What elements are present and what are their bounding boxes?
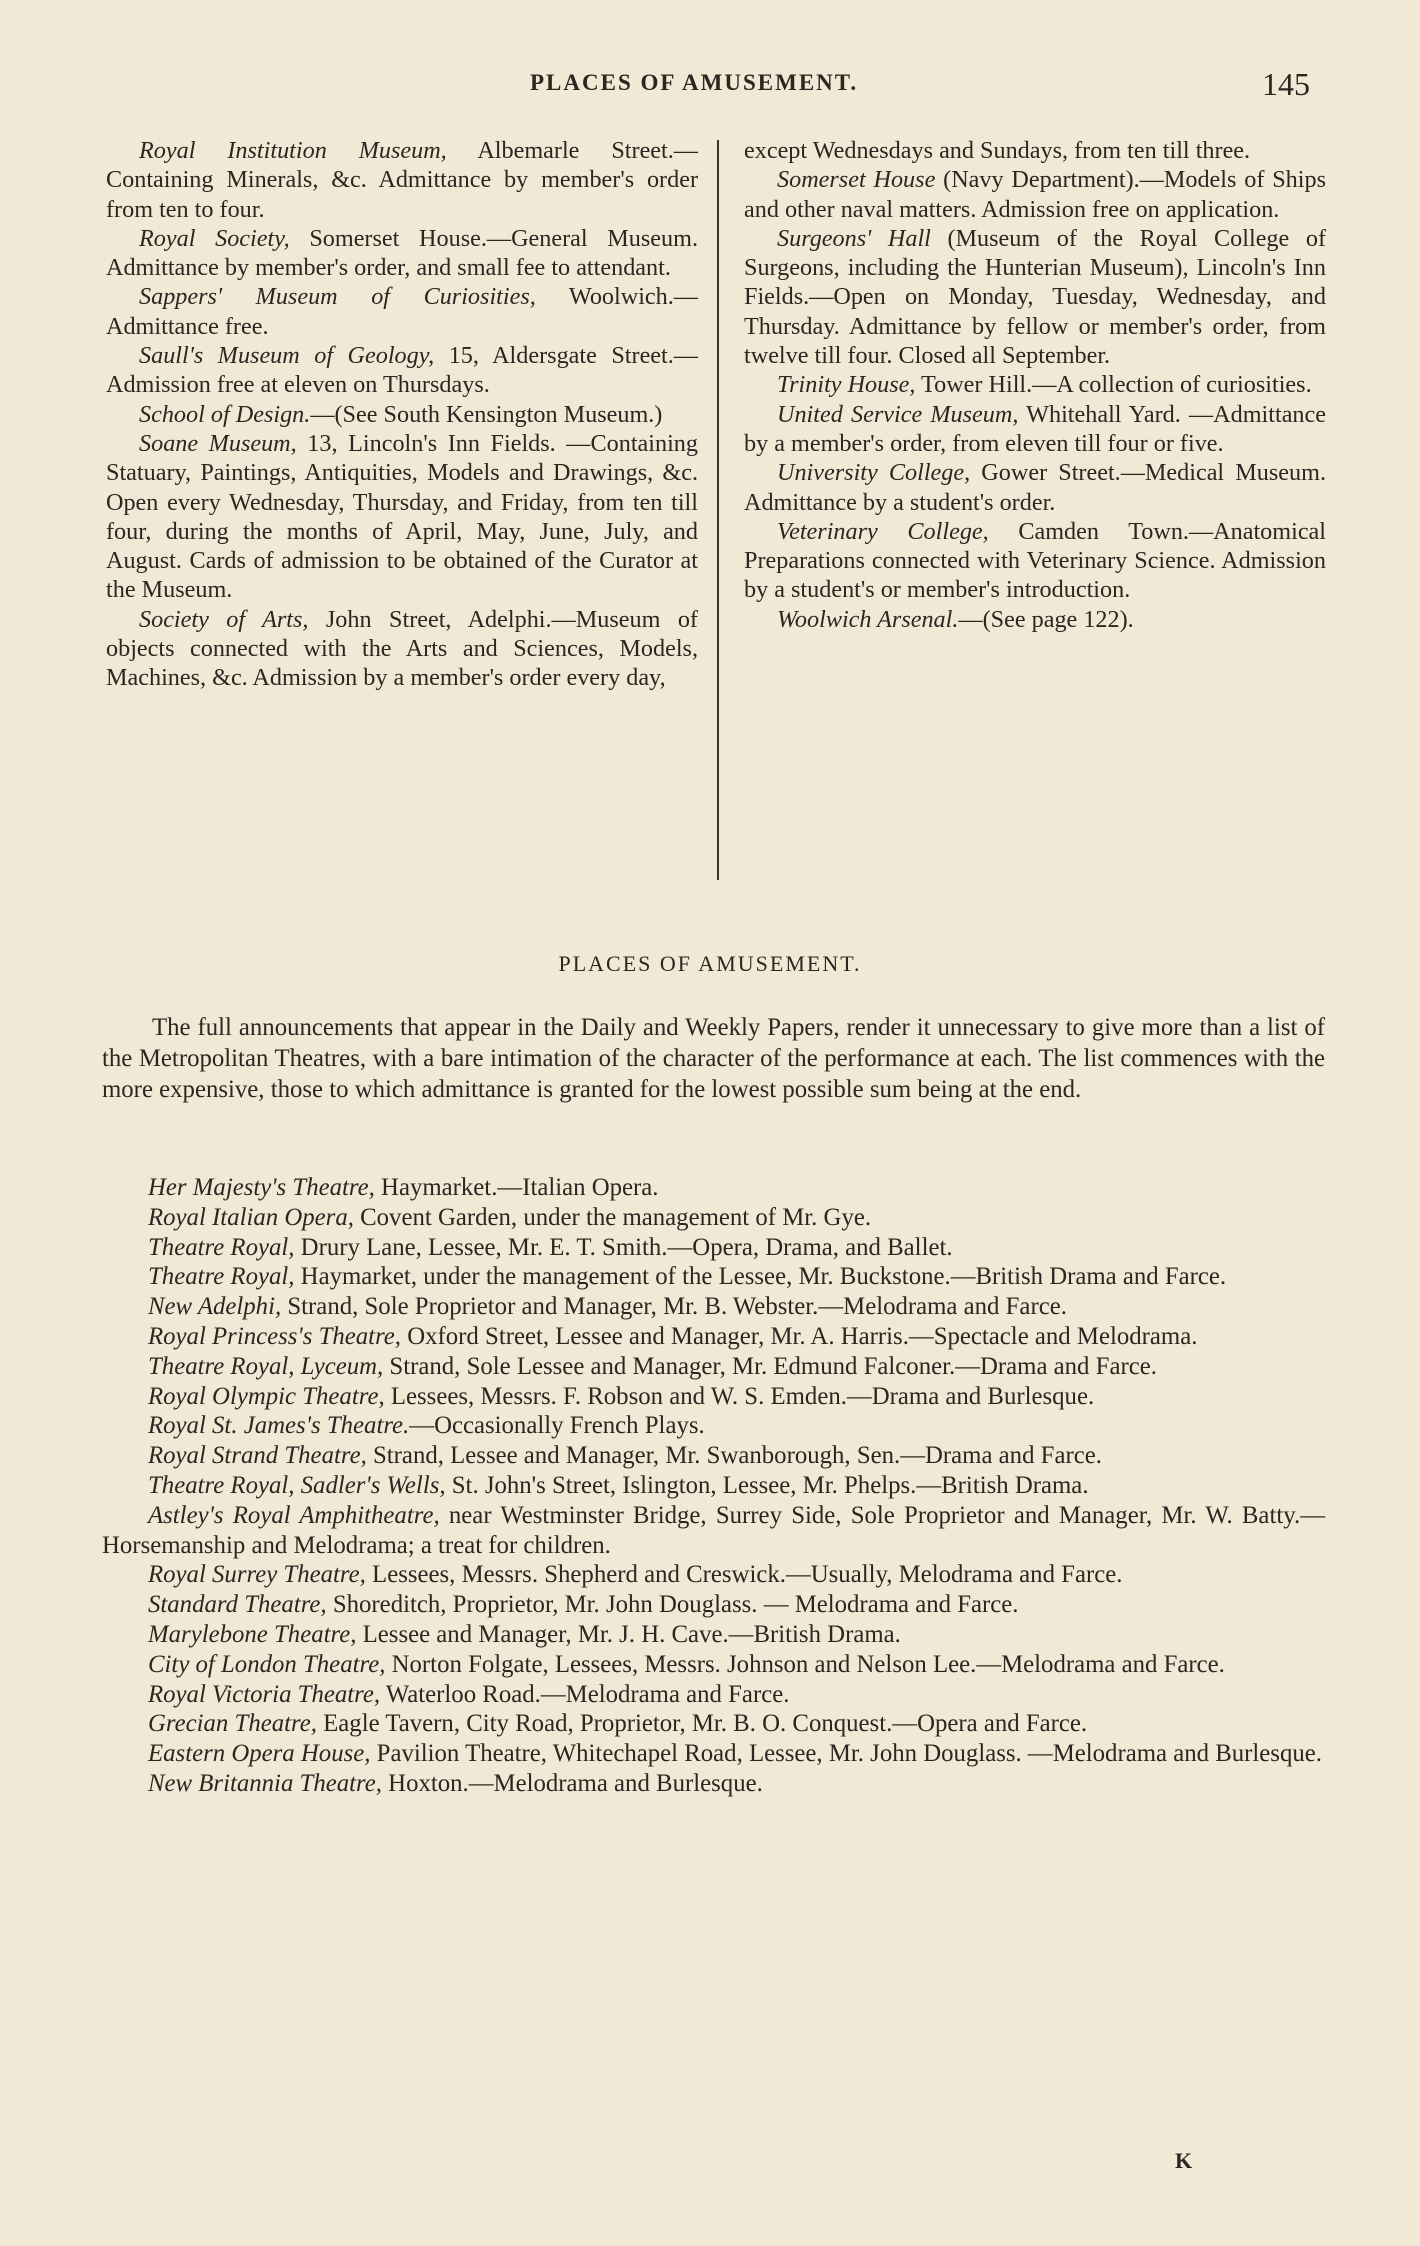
entry-lead: Royal Institution Museum, <box>139 137 447 164</box>
theatre-entry <box>102 1292 1325 1322</box>
entry-woolwich-arsenal <box>744 605 1326 634</box>
column-divider <box>717 140 719 880</box>
theatre-details: St. John's Street, Islington, Lessee, Mr. Phelps.—British Drama. <box>445 1471 1089 1499</box>
theatre-name: Royal Princess's Theatre, <box>148 1322 402 1350</box>
theatre-name: Royal Strand Theatre, <box>148 1442 367 1470</box>
theatre-entry <box>102 1709 1325 1739</box>
theatre-entry <box>102 1769 1325 1799</box>
page-number: 145 <box>1262 66 1310 102</box>
theatre-entry <box>102 1650 1325 1680</box>
entry-somerset-house <box>744 165 1326 224</box>
theatre-entry <box>102 1322 1325 1352</box>
entry-text: 13, Lincoln's Inn Fields. —Containing Statuary, Paintings, Antiquities, Models and Drawings, &c. Open every Wednesday, Thursday, and Friday, from ten till four, during the months of April, May, June, July, and August. Cards of admission to be obtained of the Curator at the Museum. <box>106 429 698 604</box>
section-title: PLACES OF AMUSEMENT. <box>558 951 862 976</box>
theatre-list <box>102 1173 1325 1799</box>
theatre-details: Pavilion Theatre, Whitechapel Road, Lessee, Mr. John Douglass. —Melodrama and Burlesque. <box>370 1740 1322 1768</box>
theatre-details: Strand, Sole Lessee and Manager, Mr. Edmund Falconer.—Drama and Farce. <box>383 1352 1157 1380</box>
theatre-name: New Adelphi, <box>148 1293 282 1321</box>
theatre-name: Theatre Royal, Lyceum, <box>148 1352 384 1380</box>
theatre-details: Strand, Sole Proprietor and Manager, Mr. B. Webster.—Melodrama and Farce. <box>281 1293 1067 1321</box>
theatre-entry <box>102 1382 1325 1412</box>
theatre-entry <box>102 1352 1325 1382</box>
theatre-details: Lessees, Messrs. Shepherd and Creswick.—Usually, Melodrama and Farce. <box>365 1561 1123 1589</box>
theatre-details: Haymarket, under the management of the Lessee, Mr. Buckstone.—British Drama and Farce. <box>294 1263 1227 1291</box>
entry-text: Tower Hill.—A collection of curiosities. <box>915 371 1312 399</box>
running-head <box>0 66 1420 106</box>
theatre-entry <box>102 1203 1325 1233</box>
theatre-name: Royal Surrey Theatre, <box>148 1561 366 1589</box>
entry-text: John Street, Adelphi.—Museum of objects connected with the Arts and Sciences, Models, Machines, &c. Admission by a member's order every day, <box>106 605 698 692</box>
theatre-entry <box>102 1411 1325 1441</box>
entry-lead: Soane Museum, <box>139 429 297 457</box>
theatre-name: Marylebone Theatre, <box>148 1620 357 1648</box>
theatre-details: Covent Garden, under the management of Mr. Gye. <box>353 1203 872 1231</box>
entry-lead: Surgeons' Hall <box>777 224 931 252</box>
entry-lead: Trinity House, <box>777 371 916 399</box>
entry-lead: Royal Society, <box>139 224 290 252</box>
theatre-details: Lessees, Messrs. F. Robson and W. S. Emden.—Drama and Burlesque. <box>384 1382 1095 1410</box>
entry-continuation: except Wednesdays and Sundays, from ten till three. <box>744 137 1251 164</box>
entry-lead: United Service Museum, <box>777 400 1019 428</box>
entry-text: 15, Aldersgate Street.—Admission free at eleven on Thursdays. <box>106 342 698 399</box>
entry-saulls-museum <box>106 341 698 400</box>
theatre-entry <box>102 1560 1325 1590</box>
theatre-name: Her Majesty's Theatre, <box>148 1174 375 1201</box>
section-intro: The full announcements that appear in the Daily and Weekly Papers, render it unnecessary to give more than a list of the Metropolitan Theatres, with a bare intimation of the character of the performance at each. The list commences with the more expensive, those to which admittance is granted for the lowest possible sum being at the end. <box>102 1014 1325 1103</box>
entry-text: Albemarle Street.—Containing Minerals, &c. Admittance by member's order from ten to four. <box>106 137 698 223</box>
entry-text: Gower Street.—Medical Museum. Admittance by a student's order. <box>744 459 1326 516</box>
entry-sappers-museum <box>106 282 698 341</box>
theatre-name: Astley's Royal Amphitheatre, <box>148 1501 440 1529</box>
theatre-name: Theatre Royal, <box>148 1233 295 1261</box>
theatre-entry <box>102 1441 1325 1471</box>
entry-text: Woolwich.—Admittance free. <box>106 283 698 340</box>
theatre-entry <box>102 1262 1325 1292</box>
entry-school-of-design <box>106 400 698 429</box>
entry-text: (Museum of the Royal College of Surgeons, including the Hunterian Museum), Lincoln's Inn Fields.—Open on Monday, Tuesday, Wednesday, and Thursday. Admittance by fellow or member's order, from twelve till four. Closed all September. <box>744 224 1326 370</box>
theatre-entry <box>102 1471 1325 1501</box>
entry-lead: Veterinary College, <box>777 517 989 545</box>
theatre-entry <box>102 1620 1325 1650</box>
theatre-name: Standard Theatre, <box>148 1591 327 1619</box>
theatre-details: Haymarket.—Italian Opera. <box>374 1174 659 1201</box>
entry-lead: University College, <box>777 459 971 487</box>
entry-lead: School of Design. <box>139 400 311 428</box>
entry-text: —(See page 122). <box>958 605 1134 633</box>
theatre-details: Norton Folgate, Lessees, Messrs. Johnson and Nelson Lee.—Melodrama and Farce. <box>385 1650 1225 1678</box>
entry-text: Camden Town.—Anatomical Preparations connected with Veterinary Science. Admission by a student's or member's introduction. <box>744 517 1327 604</box>
entry-surgeons-hall <box>744 224 1326 370</box>
theatre-entry <box>102 1590 1325 1620</box>
theatre-entry <box>102 1501 1325 1561</box>
theatre-name: Royal St. James's Theatre. <box>148 1412 410 1440</box>
left-column <box>106 136 698 693</box>
theatre-details: Hoxton.—Melodrama and Burlesque. <box>381 1769 763 1797</box>
entry-university-college <box>744 458 1326 517</box>
entry-text: Somerset House.—General Museum. Admittance by member's order, and small fee to attendant. <box>106 224 698 282</box>
theatre-entry <box>102 1233 1325 1263</box>
entry-text: (Navy Department).—Models of Ships and other naval matters. Admission free on application. <box>744 166 1326 223</box>
theatre-details: Strand, Lessee and Manager, Mr. Swanborough, Sen.—Drama and Farce. <box>366 1442 1102 1470</box>
theatre-details: Lessee and Manager, Mr. J. H. Cave.—British Drama. <box>356 1620 901 1648</box>
theatre-name: New Britannia Theatre, <box>148 1769 382 1797</box>
theatre-details: Shoreditch, Proprietor, Mr. John Douglass. — Melodrama and Farce. <box>326 1591 1019 1619</box>
entry-text: Whitehall Yard. —Admittance by a member's order, from eleven till four or five. <box>744 400 1326 457</box>
running-title: PLACES OF AMUSEMENT. <box>530 70 859 95</box>
entry-veterinary-college <box>744 517 1326 605</box>
theatre-details: Oxford Street, Lessee and Manager, Mr. A. Harris.—Spectacle and Melodrama. <box>401 1322 1198 1350</box>
entry-lead: Sappers' Museum of Curiosities, <box>139 283 536 311</box>
theatre-entry <box>102 1680 1325 1710</box>
theatre-name: Theatre Royal, <box>148 1263 295 1291</box>
theatre-details: —Occasionally French Plays. <box>409 1412 705 1440</box>
theatre-entry <box>102 1739 1325 1769</box>
theatre-details: Drury Lane, Lessee, Mr. E. T. Smith.—Opera, Drama, and Ballet. <box>294 1233 953 1261</box>
entry-society-of-arts <box>106 605 698 693</box>
entry-royal-society <box>106 224 698 283</box>
entry-trinity-house <box>744 370 1326 399</box>
theatre-name: Theatre Royal, Sadler's Wells, <box>148 1471 446 1499</box>
entry-royal-institution <box>106 136 698 224</box>
theatre-name: Royal Victoria Theatre, <box>148 1680 381 1708</box>
entry-text: —(See South Kensington Museum.) <box>310 400 663 428</box>
theatre-name: City of London Theatre, <box>148 1650 386 1678</box>
entry-lead: Society of Arts, <box>139 605 309 633</box>
signature-mark: K <box>1175 2148 1193 2173</box>
entry-soane-museum <box>106 429 698 605</box>
theatre-name: Royal Italian Opera, <box>148 1203 354 1231</box>
entry-united-service-museum <box>744 400 1326 459</box>
theatre-details: near Westminster Bridge, Surrey Side, Sole Proprietor and Manager, Mr. W. Batty.—Horsemanship and Melodrama; a treat for children. <box>102 1501 1326 1559</box>
theatre-name: Eastern Opera House, <box>148 1740 371 1768</box>
theatre-name: Grecian Theatre, <box>148 1710 317 1738</box>
entry-lead: Saull's Museum of Geology, <box>139 342 435 370</box>
theatre-entry <box>102 1173 1325 1203</box>
entry-lead: Woolwich Arsenal. <box>777 605 959 633</box>
right-column <box>744 136 1326 634</box>
theatre-name: Royal Olympic Theatre, <box>148 1382 385 1410</box>
theatre-details: Waterloo Road.—Melodrama and Farce. <box>380 1680 790 1708</box>
entry-lead: Somerset House <box>777 166 936 194</box>
theatre-details: Eagle Tavern, City Road, Proprietor, Mr. B. O. Conquest.—Opera and Farce. <box>316 1710 1088 1738</box>
